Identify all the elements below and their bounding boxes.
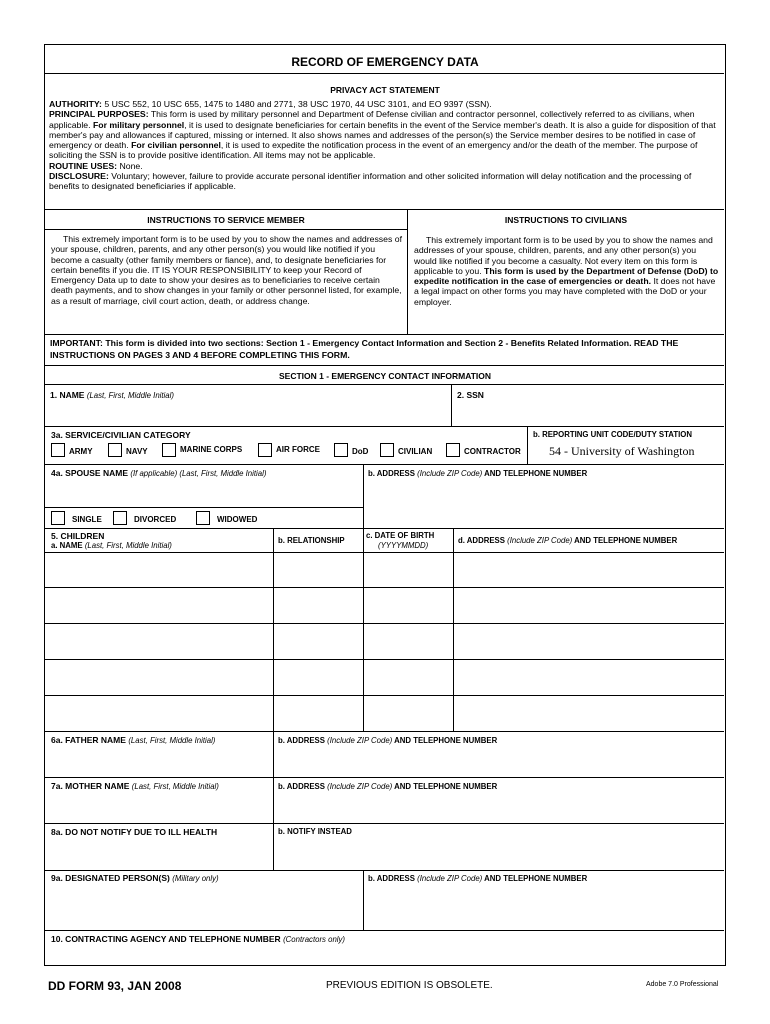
disclosure-text: Voluntary; however, failure to provide accurate personal identifier information and other solicited information will delay notification and the processing of benefits to designated beneficiaries if applicable. [49,171,692,192]
disclosure-label: DISCLOSURE: [49,171,109,182]
authority-label: AUTHORITY: [49,99,102,109]
record-of-emergency-data-form [44,44,726,966]
army-checkbox[interactable] [51,443,65,457]
contracting-agency-field[interactable] [45,945,724,965]
edition-note: PREVIOUS EDITION IS OBSOLETE. [326,980,493,991]
children-address-label: d. ADDRESS [458,536,505,545]
authority-text: 5 USC 552, 10 USC 655, 1475 to 1480 and 2771, 38 USC 1970, 44 USC 3101, and EO 9397 (SSN). [104,99,492,109]
father-address-hint: (Include ZIP Code) [327,736,393,745]
mother-name-field[interactable] [45,791,273,823]
divider [45,731,724,732]
marine-corps-option-label: MARINE CORPS [180,445,243,454]
member-instructions-text: This extremely important form is to be used by you to show the names and addresses of your spouse, children, parents, and any other person(s) you would like notified if you become a casualty (other family members or fiance), and, to designate beneficiaries for certain benefits if you die. IT IS YOUR RESPONSIBILITY to keep your Record of Emergency Data up to date to show your desires as to beneficiaries to receive certain death payments, and to show changes in your family or other personnel listed, for example, as a result of marriage, civil court action, death, or address change. [51,234,402,306]
divider [45,209,724,210]
contracting-label: 10. CONTRACTING AGENCY AND TELEPHONE NUMBER [51,934,281,944]
air-force-option-label: AIR FORCE [276,445,320,454]
divider [45,365,724,366]
divider [45,930,724,931]
father-address-tail: AND TELEPHONE NUMBER [394,736,498,745]
table-row[interactable] [45,695,724,731]
designated-address-label: b. ADDRESS [368,874,415,883]
army-option-label: ARMY [69,447,93,456]
spouse-hint: (If applicable) (Last, First, Middle Initial) [130,469,267,478]
notify-instead-field[interactable] [274,837,724,870]
single-checkbox[interactable] [51,511,65,525]
designated-hint: (Military only) [172,874,219,883]
children-name-hint: (Last, First, Middle Initial) [84,541,172,550]
civilian-checkbox[interactable] [380,443,394,457]
purposes-text: This form is used by military personnel and Department of Defense civilian and contractor personnel, collectively referred to as civilians, when applicable. [49,109,695,130]
routine-uses-text: None. [119,160,143,171]
divider [527,426,528,464]
designated-address-hint: (Include ZIP Code) [417,874,483,883]
reporting-unit-value: 54 - University of Washington [549,444,695,458]
spouse-label: 4a. SPOUSE NAME [51,468,128,478]
ssn-label: 2. SSN [457,390,484,400]
form-number: DD FORM 93, JAN 2008 [48,979,182,993]
mother-address-tail: AND TELEPHONE NUMBER [394,782,498,791]
father-label: 6a. FATHER NAME [51,735,126,745]
navy-option-label: NAVY [126,447,148,456]
software-note: Adobe 7.0 Professional [646,981,719,988]
contractor-option-label: CONTRACTOR [464,447,521,456]
spouse-address-hint: (Include ZIP Code) [417,469,483,478]
designated-person-field[interactable] [45,883,363,930]
name-hint: (Last, First, Middle Initial) [86,391,174,400]
designated-address-tail: AND TELEPHONE NUMBER [484,874,588,883]
divider [45,870,724,871]
divider [45,777,724,778]
civilian-instructions-heading: INSTRUCTIONS TO CIVILIANS [504,215,628,225]
name-field[interactable] [45,384,451,426]
divider [45,823,724,824]
divider [45,229,407,230]
children-address-tail: AND TELEPHONE NUMBER [574,536,678,545]
purposes-text: , it is used to expedite the notification process in the event of an emergency and/or the death of the member. The purpose of soliciting the SSN is to provide positive identification. All items may not be applicable. [49,140,698,161]
father-hint: (Last, First, Middle Initial) [128,736,216,745]
reporting-label: b. REPORTING UNIT CODE/DUTY STATION [533,430,692,439]
mother-label: 7a. MOTHER NAME [51,781,130,791]
designated-address-field[interactable] [364,883,724,930]
divider [45,73,724,74]
relationship-label: b. RELATIONSHIP [278,536,345,545]
civilian-instructions-text [414,235,719,307]
table-row[interactable] [45,552,724,587]
contractor-checkbox[interactable] [446,443,460,457]
category-label: 3a. SERVICE/CIVILIAN CATEGORY [51,430,191,440]
routine-uses-label: ROUTINE USES: [49,160,118,171]
divider [45,528,724,529]
ssn-field[interactable] [452,384,724,426]
spouse-address-label: b. ADDRESS [368,469,415,478]
widowed-checkbox[interactable] [196,511,210,525]
divider [407,209,408,334]
contracting-hint: (Contractors only) [283,935,346,944]
purposes-bold: For military personnel [92,119,185,130]
section1-heading: SECTION 1 - EMERGENCY CONTACT INFORMATION [278,371,492,381]
divider [45,334,724,335]
spouse-name-field[interactable] [45,479,363,507]
divider [45,464,724,465]
mother-address-field[interactable] [274,791,724,823]
father-name-field[interactable] [45,745,273,777]
divorced-option-label: DIVORCED [134,515,177,524]
navy-checkbox[interactable] [108,443,122,457]
do-not-notify-label: 8a. DO NOT NOTIFY DUE TO ILL HEALTH [51,827,218,837]
important-note: IMPORTANT: This form is divided into two sections: Section 1 - Emergency Contact Information and Section 2 - Benefits Related Information. READ THE INSTRUCTIONS ON PAGES 3 AND 4 BEFORE COMPLETING THIS FORM. [50,338,679,360]
notify-instead-label: b. NOTIFY INSTEAD [278,827,352,836]
form-title: RECORD OF EMERGENCY DATA [291,55,479,69]
marine-corps-checkbox[interactable] [162,443,176,457]
designated-label: 9a. DESIGNATED PERSON(S) [51,873,170,883]
purposes-text: , it is used to designate beneficiaries for certain benefits in the event of the Service member's death. It is also a guide for disposition of that member's pay and allowances if captured, missing or interned. It also shows names and addresses of the person(s) the Service member desires to be notified in case of emergency or death. [49,119,716,151]
widowed-option-label: WIDOWED [217,515,258,524]
purposes-label: PRINCIPAL PURPOSES: [49,109,149,120]
civilian-text: This extremely important form is to be used by you to show the names and addresses of your spouse, children, parents, and any other person(s) you would like notified if you become a casualty. Not every item on this form is applicable to you. [414,235,713,276]
divider [45,507,363,508]
table-row[interactable] [45,623,724,659]
single-option-label: SINGLE [72,515,102,524]
table-row[interactable] [45,659,724,695]
father-address-label: b. ADDRESS [278,736,325,745]
dob-hint: (YYYYMMDD) [378,541,429,550]
father-address-field[interactable] [274,745,724,777]
children-label: 5. CHILDREN [51,531,105,541]
mother-address-hint: (Include ZIP Code) [327,782,393,791]
mother-hint: (Last, First, Middle Initial) [131,782,219,791]
civilian-text: It does not have a legal impact on other forms you may have completed with the DoD or your employer. [414,276,716,307]
purposes-bold: For civilian personnel [131,140,221,151]
air-force-checkbox[interactable] [258,443,272,457]
reporting-unit-field[interactable] [529,440,722,462]
dod-option-label: DoD [352,447,369,456]
spouse-address-tail: AND TELEPHONE NUMBER [484,469,588,478]
do-not-notify-field[interactable] [45,837,273,870]
dod-checkbox[interactable] [334,443,348,457]
table-row[interactable] [45,587,724,623]
children-name-label: a. NAME [51,541,83,550]
privacy-heading: PRIVACY ACT STATEMENT [330,85,440,95]
civilian-bold-text: This form is used by the Department of Defense (DoD) to expedite notification in the case of emergencies or death. [414,265,719,287]
member-instructions-heading: INSTRUCTIONS TO SERVICE MEMBER [147,215,305,225]
divider [45,426,724,427]
name-label: 1. NAME [50,390,85,400]
divorced-checkbox[interactable] [113,511,127,525]
civilian-option-label: CIVILIAN [398,447,433,456]
mother-address-label: b. ADDRESS [278,782,325,791]
children-address-hint: (Include ZIP Code) [507,536,573,545]
privacy-body [49,99,723,192]
dob-label: c. DATE OF BIRTH [366,531,435,540]
